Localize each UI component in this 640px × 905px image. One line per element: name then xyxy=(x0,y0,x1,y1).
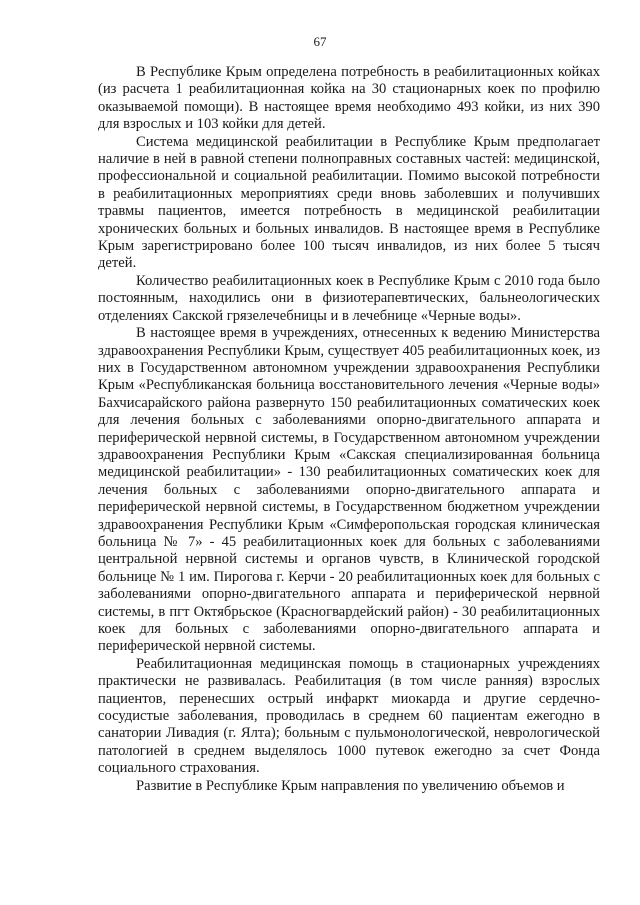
paragraph-bed-count-history: Количество реабилитационных коек в Республике Крым с 2010 года было постоянным, находились они в физиотерапевтических, бальнеологических отделениях Сакской грязелечебницы и в лечебнице «Черные воды». xyxy=(98,272,600,324)
body-text xyxy=(98,64,600,795)
paragraph-current-beds: В настоящее время в учреждениях, отнесенных к ведению Министерства здравоохранения Республики Крым, существует 405 реабилитационных коек, из них в Государственном автономном учреждении здравоохранения Республики Крым «Республиканская больница восстановительного лечения «Черные воды» Бахчисарайского района развернуто 150 реабилитационных соматических коек для лечения больных с заболеваниями опорно-двигательного аппарата и периферической нервной системы, в Государственном автономном учреждении здравоохранения Республики Крым «Сакская специализированная больница медицинской реабилитации» - 130 реабилитационных соматических коек для лечения больных с заболеваниями опорно-двигательного аппарата и периферической нервной системы, в Государственном бюджетном учреждении здравоохранения Республики Крым «Симферопольская городская клиническая больница № 7» - 45 реабилитационных коек для больных с заболеваниями центральной нервной системы и органов чувств, в Клинической городской больнице № 1 им. Пирогова г. Керчи - 20 реабилитационных коек для больных с заболеваниями опорно-двигательного аппарата и периферической нервной системы, в пгт Октябрьское (Красногвардейский район) - 30 реабилитационных коек для больных с заболеваниями опорно-двигательного аппарата и периферической нервной системы. xyxy=(98,325,600,655)
paragraph-rehab-system: Система медицинской реабилитации в Республике Крым предполагает наличие в ней в равной степени полноправных составных частей: медицинской, профессиональной и социальной реабилитации. Помимо высокой потребности в реабилитационных мероприятиях среди вновь заболевших и получивших травмы пациентов, имеется потребность в медицинской реабилитации хронических больных и больных инвалидов. В настоящее время в Республике Крым зарегистрировано более 100 тысяч инвалидов, из них более 5 тысяч детей. xyxy=(98,133,600,272)
page-number: 67 xyxy=(313,34,327,49)
paragraph-development: Развитие в Республике Крым направления по увеличению объемов и xyxy=(136,777,565,794)
paragraph-inpatient-care: Реабилитационная медицинская помощь в стационарных учреждениях практически не развивалась. Реабилитация (в том числе ранняя) взрослых пациентов, перенесших острый инфаркт миокарда и другие сердечно-сосудистые заболевания, проводилась в среднем 60 пациентам ежегодно в санатории Ливадия (г. Ялта); больным с пульмонологической, неврологической патологией в среднем выделялось 1000 путевок ежегодно за счет Фонда социального страхования. xyxy=(98,655,600,777)
paragraph-bed-demand: В Республике Крым определена потребность в реабилитационных койках (из расчета 1 реабилитационная койка на 30 стационарных коек по профилю оказываемой помощи). В настоящее время необходимо 493 койки, из них 390 для взрослых и 103 койки для детей. xyxy=(98,64,600,133)
